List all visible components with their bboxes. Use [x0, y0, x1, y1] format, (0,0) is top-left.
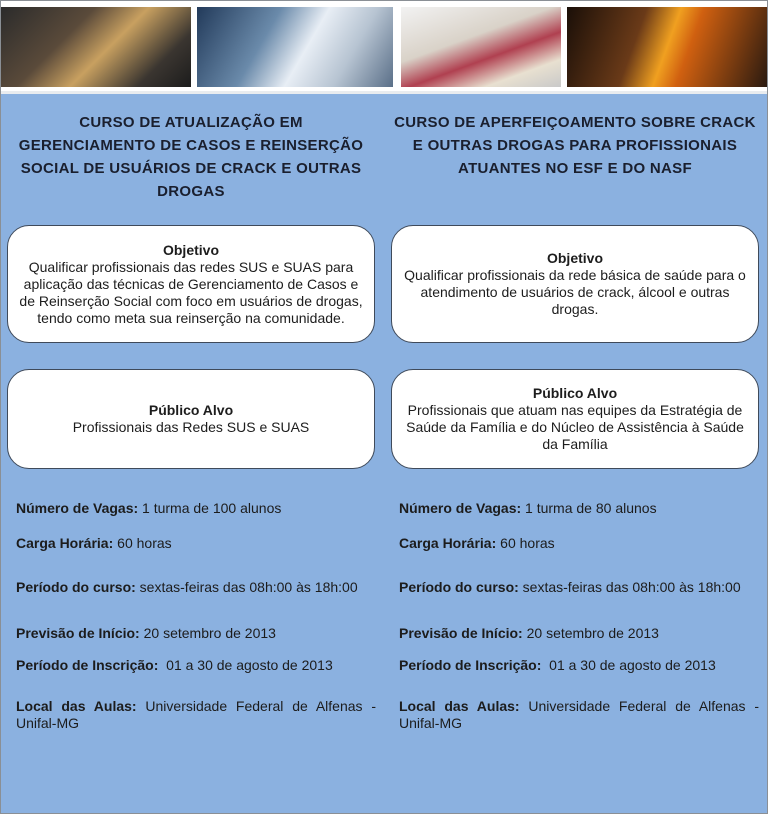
- right-local-value: Universidade Federal de Alfenas - Unifal-MG: [399, 698, 759, 731]
- left-publico-box: [7, 369, 375, 469]
- right-local-label: Local das Aulas:: [399, 698, 520, 714]
- left-objetivo-heading: Objetivo: [162, 241, 219, 258]
- left-previsao-label: Previsão de Início:: [16, 625, 140, 641]
- right-objetivo-box: [391, 225, 759, 343]
- right-local: [399, 698, 759, 732]
- left-carga: [16, 535, 376, 552]
- left-vagas: [16, 500, 376, 517]
- left-inscricao-value: 01 a 30 de agosto de 2013: [158, 657, 333, 673]
- right-vagas-value: 1 turma de 80 alunos: [521, 500, 657, 516]
- right-inscricao-value: 01 a 30 de agosto de 2013: [541, 657, 716, 673]
- right-periodo-value: sextas-feiras das 08h:00 às 18h:00: [518, 579, 741, 595]
- right-publico-box: [391, 369, 759, 469]
- left-periodo: [16, 579, 376, 596]
- left-local-label: Local das Aulas:: [16, 698, 137, 714]
- right-previsao-label: Previsão de Início:: [399, 625, 523, 641]
- right-inscricao-label: Período de Inscrição:: [399, 657, 542, 673]
- drug-paraphernalia-photo: [1, 7, 191, 87]
- left-periodo-label: Período do curso:: [16, 579, 136, 595]
- right-carga-label: Carga Horária:: [399, 535, 497, 551]
- right-carga: [399, 535, 759, 552]
- left-local-value: Universidade Federal de Alfenas - Unifal-MG: [16, 698, 376, 731]
- photo-banner: [1, 1, 767, 94]
- right-periodo-label: Período do curso:: [399, 579, 519, 595]
- right-publico-text: Profissionais que atuam nas equipes da Estratégia de Saúde da Família e do Núcleo de Assistência à Saúde da Família: [406, 402, 744, 452]
- left-local: [16, 698, 376, 732]
- left-previsao-value: 20 setembro de 2013: [139, 625, 276, 641]
- left-previsao: [16, 625, 376, 642]
- powder-photo: [197, 7, 393, 87]
- right-periodo: [399, 579, 759, 596]
- left-inscricao: [16, 657, 376, 674]
- right-vagas: [399, 500, 759, 517]
- left-course-title: CURSO DE ATUALIZAÇÃO EM GERENCIAMENTO DE CASOS E REINSERÇÃO SOCIAL DE USUÁRIOS DE CRACK E OUTRAS DROGAS: [18, 114, 364, 200]
- right-previsao-value: 20 setembro de 2013: [522, 625, 659, 641]
- left-carga-label: Carga Horária:: [16, 535, 114, 551]
- left-objetivo-text: Qualificar profissionais das redes SUS e SUAS para aplicação das técnicas de Gerenciamento de Casos e de Reinserção Social com foco em usuários de drogas, tendo como meta sua reinserção na comunidade.: [19, 258, 363, 326]
- left-vagas-value: 1 turma de 100 alunos: [138, 500, 282, 516]
- left-publico-heading: Público Alvo: [148, 402, 234, 418]
- right-carga-value: 60 horas: [496, 535, 555, 551]
- left-vagas-label: Número de Vagas:: [16, 500, 139, 516]
- left-inscricao-label: Período de Inscrição:: [16, 657, 159, 673]
- syringe-pills-photo: [401, 7, 561, 87]
- right-objetivo-text: Qualificar profissionais da rede básica de saúde para o atendimento de usuários de crack, álcool e outras drogas.: [404, 267, 746, 317]
- lighter-pipe-photo: [567, 7, 767, 87]
- right-publico-heading: Público Alvo: [532, 385, 618, 401]
- left-publico-text: Profissionais das Redes SUS e SUAS: [72, 419, 310, 435]
- left-periodo-value: sextas-feiras das 08h:00 às 18h:00: [135, 579, 358, 595]
- right-course-title: CURSO DE APERFEIÇOAMENTO SOBRE CRACK E OUTRAS DROGAS PARA PROFISSIONAIS ATUANTES NO ESF E DO NASF: [394, 114, 756, 177]
- right-vagas-label: Número de Vagas:: [399, 500, 522, 516]
- left-objetivo-box: [7, 225, 375, 343]
- right-previsao: [399, 625, 759, 642]
- left-carga-value: 60 horas: [113, 535, 172, 551]
- right-objetivo-heading: Objetivo: [546, 250, 603, 266]
- right-inscricao: [399, 657, 759, 674]
